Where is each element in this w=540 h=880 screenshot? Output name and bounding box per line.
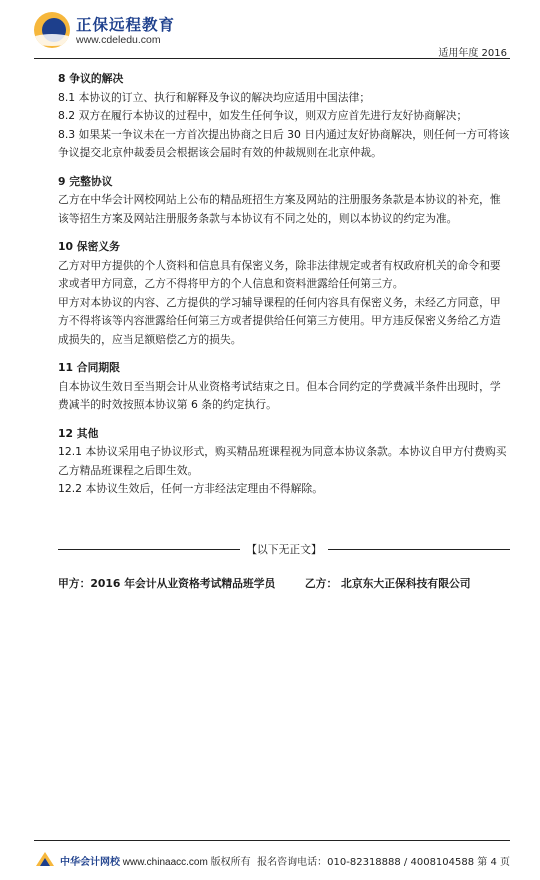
section-title: 9 完整协议 xyxy=(58,174,113,188)
brand-logo-icon xyxy=(34,12,70,48)
brand-name: 正保远程教育 xyxy=(76,16,176,34)
party-a: 甲方：2016 年会计从业资格考试精品班学员 xyxy=(58,577,276,590)
section-entire-agreement xyxy=(58,173,510,229)
page-header xyxy=(0,0,540,60)
end-of-text-marker xyxy=(58,540,510,558)
paragraph: 自本协议生效日至当期会计从业资格考试结束之日。但本合同约定的学费减半条件出现时，学费减半的时效按照本协议第 6 条的约定执行。 xyxy=(58,379,501,411)
brand-url: www.cdeledu.com xyxy=(76,34,161,46)
year-label: 适用年度 2016 xyxy=(438,48,507,59)
paragraph: 8.2 双方在履行本协议的过程中，如发生任何争议，则双方应首先进行友好协商解决； xyxy=(58,109,468,122)
section-miscellaneous xyxy=(58,425,510,499)
paragraph: 8.3 如果某一争议未在一方首次提出协商之日后 30 日内通过友好协商解决，则任何一方可将该争议提交北京仲裁委员会根据该会届时有效的仲裁规则在北京仲裁。 xyxy=(58,127,510,159)
section-contract-term xyxy=(58,359,510,415)
divider-line xyxy=(58,549,240,550)
agreement-body xyxy=(58,70,510,499)
paragraph: 乙方在中华会计网校网站上公布的精品班招生方案及网站的注册服务条款是本协议的补充，惟该等招生方案及网站注册服务条款与本协议有不同之处的，则以本协议的约定为准。 xyxy=(58,193,501,225)
paragraph: 12.2 本协议生效后，任何一方非经法定理由不得解除。 xyxy=(58,482,324,495)
party-b: 乙方： 北京东大正保科技有限公司 xyxy=(304,577,471,590)
section-title: 8 争议的解决 xyxy=(58,72,124,85)
footer-brand xyxy=(60,853,251,868)
section-dispute-resolution xyxy=(58,70,510,163)
paragraph: 甲方对本协议的内容、乙方提供的学习辅导课程的任何内容具有保密义务，未经乙方同意，甲方不得将该等内容泄露给任何第三方或者提供给任何第三方使用。甲方违反保密义务给乙方造成损失的，应当足额赔偿乙方的损失。 xyxy=(58,295,501,346)
paragraph: 12.1 本协议采用电子协议形式，购买精品班课程视为同意本协议条款。本协议自甲方付费购买乙方精品班课程之后即生效。 xyxy=(58,445,507,477)
page-footer xyxy=(34,848,510,872)
chinaacc-logo-icon xyxy=(34,848,56,870)
section-title: 10 保密义务 xyxy=(58,240,120,253)
divider-line xyxy=(328,549,510,550)
end-of-text-label: 【以下无正文】 xyxy=(246,542,322,556)
section-title: 11 合同期限 xyxy=(58,361,120,374)
section-confidentiality xyxy=(58,238,510,349)
paragraph: 乙方对甲方提供的个人资料和信息具有保密义务，除非法律规定或者有权政府机关的命令和要求或者甲方同意，乙方不得将甲方的个人信息和资料泄露给任何第三方。 xyxy=(58,258,501,290)
footer-site: www.chinaacc.com 版权所有 xyxy=(120,857,251,868)
footer-divider xyxy=(34,840,510,841)
signing-parties xyxy=(58,576,518,591)
header-divider xyxy=(34,58,510,59)
footer-brand-name: 中华会计网校 xyxy=(60,857,120,868)
section-title: 12 其他 xyxy=(58,426,99,440)
footer-contact: 报名咨询电话：010-82318888 / 4008104588 第 4 页 xyxy=(257,857,510,868)
paragraph: 8.1 本协议的订立、执行和解释及争议的解决均应适用中国法律； xyxy=(58,90,371,104)
